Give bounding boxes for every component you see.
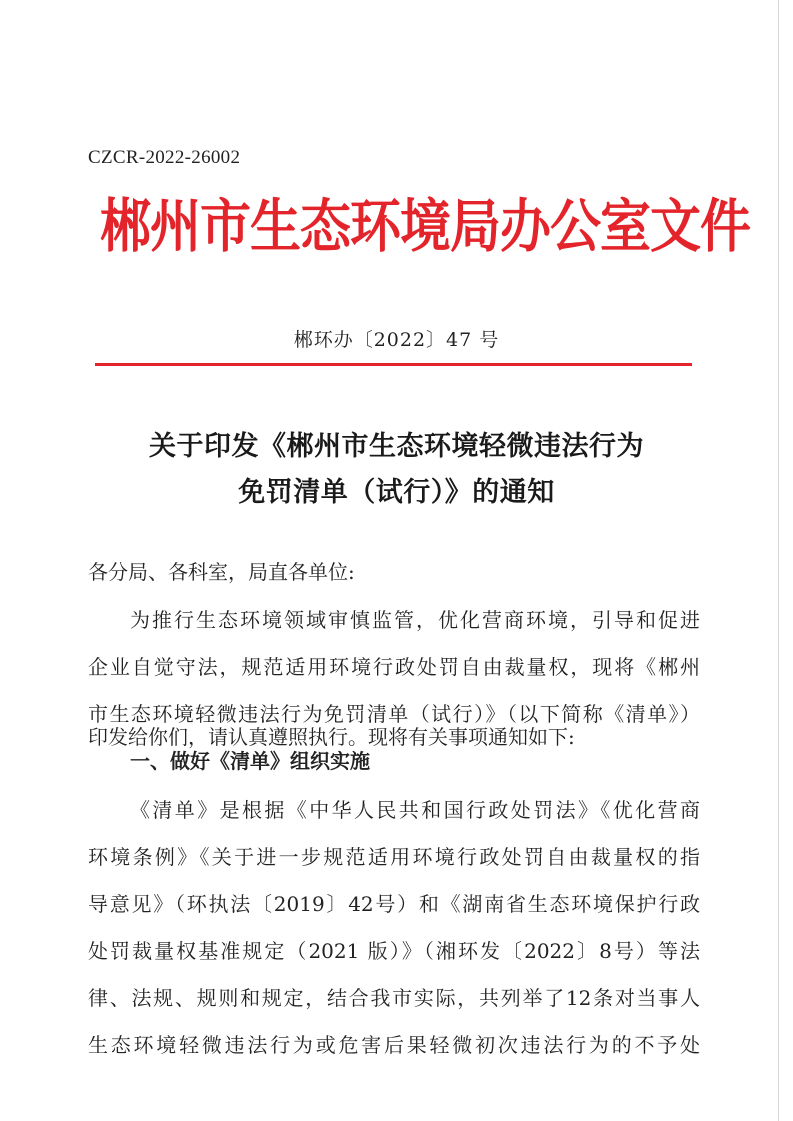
- section-1-heading: 一、做好《清单》组织实施: [130, 749, 370, 773]
- paragraph-2-line-3: 导意见》（环执法〔2019〕42号）和《湖南省生态环境保护行政: [88, 892, 700, 916]
- document-title-line-2: 免罚清单（试行）》的通知: [238, 477, 555, 508]
- paragraph-1-line-1: 为推行生态环境领域审慎监管，优化营商环境，引导和促进: [130, 608, 700, 632]
- document-number: 郴环办〔2022〕47 号: [293, 329, 500, 351]
- document-title-line-1: 关于印发《郴州市生态环境轻微违法行为: [149, 431, 644, 462]
- red-separator-rule: [95, 363, 692, 366]
- page-edge-line: [778, 0, 779, 1121]
- paragraph-2-line-2: 环境条例》《关于进一步规范适用环境行政处罚自由裁量权的指: [88, 845, 700, 869]
- paragraph-2-line-1: 《清单》是根据《中华人民共和国行政处罚法》《优化营商: [130, 798, 700, 822]
- salutation: 各分局、各科室，局直各单位:: [88, 560, 355, 584]
- paragraph-2-line-4: 处罚裁量权基准规定（2021 版）》（湘环发〔2022〕8号）等法: [88, 939, 700, 963]
- paragraph-1-line-2: 企业自觉守法，规范适用环境行政处罚自由裁量权，现将《郴州: [88, 655, 700, 679]
- paragraph-2-line-5: 律、法规、规则和规定，结合我市实际，共列举了12条对当事人: [88, 986, 700, 1010]
- paragraph-1-line-3: 市生态环境轻微违法行为免罚清单（试行）》（以下简称《清单》）: [88, 702, 700, 726]
- document-code: CZCR-2022-26002: [88, 147, 241, 168]
- issuer-title: 郴州市生态环境局办公室文件: [100, 193, 751, 261]
- paragraph-2-line-6: 生态环境轻微违法行为或危害后果轻微初次违法行为的不予处: [88, 1033, 700, 1057]
- paragraph-1-line-4: 印发给你们，请认真遵照执行。现将有关事项通知如下:: [88, 725, 575, 749]
